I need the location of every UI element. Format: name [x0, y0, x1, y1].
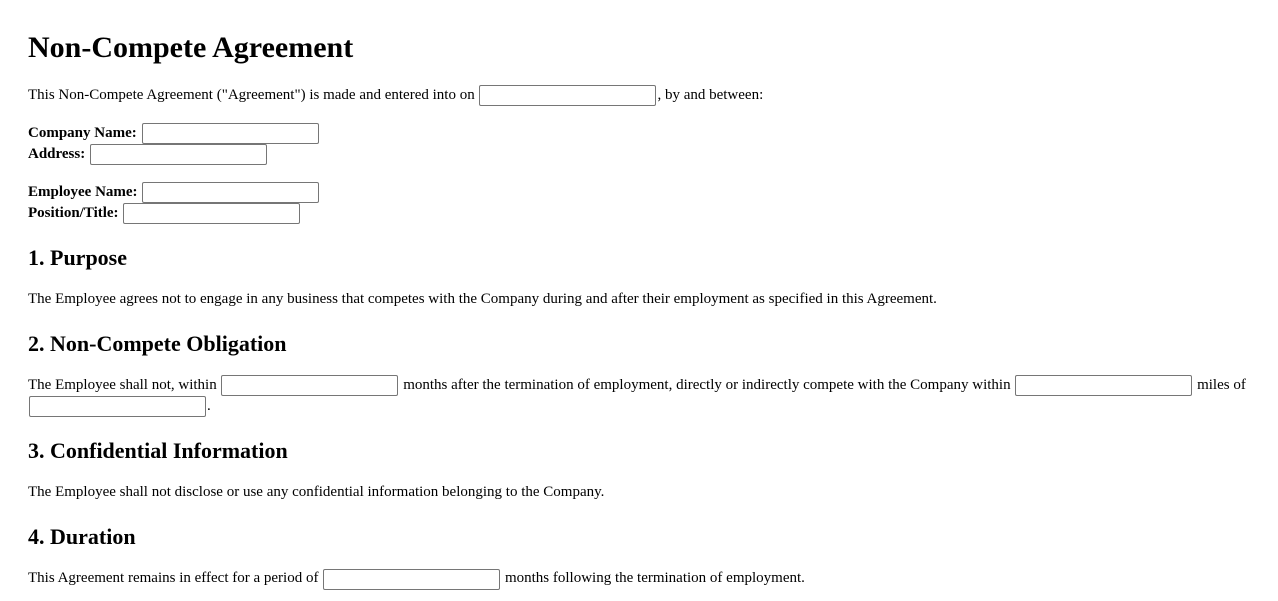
- employee-name-input[interactable]: [142, 182, 319, 203]
- section-confidential-heading: 3. Confidential Information: [28, 438, 288, 464]
- section-purpose-text: The Employee agrees not to engage in any business that competes with the Company during and after their employment as specified in this Agreement.: [28, 291, 937, 308]
- section-confidential-text: The Employee shall not disclose or use any confidential information belonging to the Company.: [28, 484, 605, 501]
- intro-text-after: , by and between:: [657, 87, 764, 103]
- section-purpose-heading: 1. Purpose: [28, 245, 127, 271]
- company-block: [28, 123, 1250, 165]
- section-non-compete-heading: 2. Non-Compete Obligation: [28, 331, 287, 357]
- duration-months-input[interactable]: [323, 569, 500, 590]
- non-compete-text-4: .: [207, 398, 211, 415]
- company-address-label: Address:: [28, 146, 86, 163]
- non-compete-location-input[interactable]: [29, 396, 206, 417]
- section-duration-text: [28, 568, 1250, 589]
- section-non-compete-text: [28, 375, 1250, 417]
- company-name-label: Company Name:: [28, 125, 137, 142]
- employee-name-label: Employee Name:: [28, 184, 138, 201]
- agreement-date-input[interactable]: [479, 85, 656, 106]
- intro-paragraph: [28, 85, 1250, 106]
- page-title: Non-Compete Agreement: [28, 31, 354, 64]
- non-compete-miles-input[interactable]: [1015, 375, 1192, 396]
- company-name-input[interactable]: [142, 123, 319, 144]
- section-duration-heading: 4. Duration: [28, 524, 136, 550]
- company-address-input[interactable]: [90, 144, 267, 165]
- employee-position-label: Position/Title:: [28, 205, 119, 222]
- duration-text-2: months following the termination of employment.: [504, 570, 805, 587]
- company-name-row: [28, 123, 1250, 144]
- employee-position-row: [28, 203, 1250, 224]
- non-compete-months-input[interactable]: [221, 375, 398, 396]
- employee-block: [28, 182, 1250, 224]
- non-compete-text-2: months after the termination of employment, directly or indirectly compete with the Company within: [403, 377, 1011, 394]
- company-address-row: [28, 144, 1250, 165]
- duration-text-1: This Agreement remains in effect for a period of: [28, 570, 319, 587]
- non-compete-text-1: The Employee shall not, within: [28, 377, 217, 394]
- employee-position-input[interactable]: [123, 203, 300, 224]
- non-compete-text-3: miles of: [1197, 377, 1246, 394]
- intro-text-before: This Non-Compete Agreement ("Agreement") is made and entered into on: [28, 87, 475, 103]
- employee-name-row: [28, 182, 1250, 203]
